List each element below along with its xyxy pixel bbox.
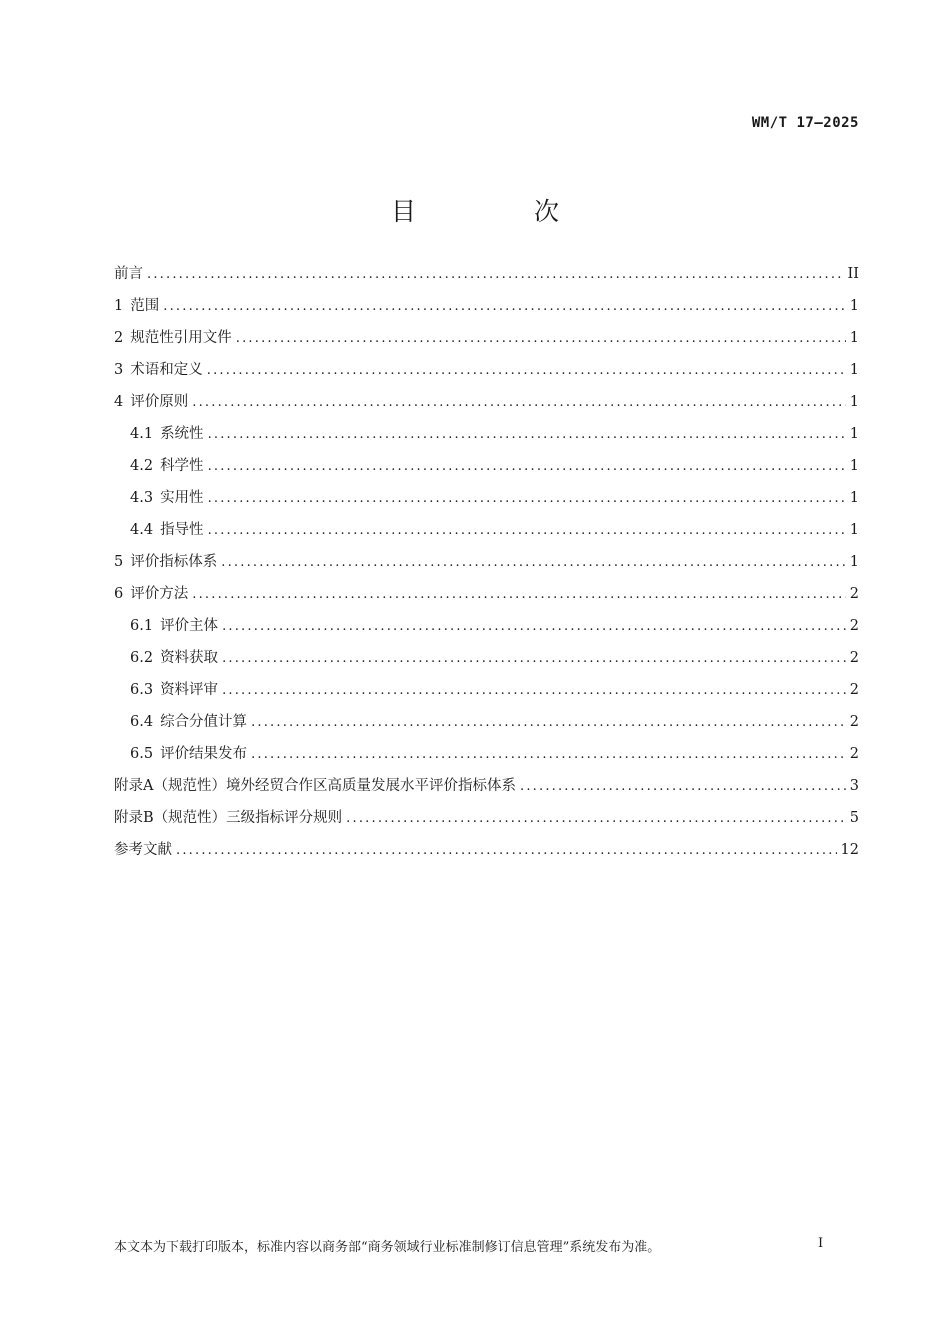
toc-entry-page: 2 [849,618,859,634]
toc-entry[interactable] [114,546,859,578]
dot-leader [251,739,846,771]
toc-entry-label [114,802,346,834]
toc-entry-title: 资料获取 [160,650,219,666]
footer-note: 本文本为下载打印版本，标准内容以商务部“商务领域行业标准制修订信息管理”系统发布为准。 [114,1240,661,1255]
toc-entry-number: 4.3 [130,490,154,506]
toc-entry-page: 1 [849,490,859,506]
dot-leader [147,259,844,291]
toc-entry-number: 6.5 [130,746,154,762]
toc-entry[interactable] [114,258,859,290]
toc-entry-number: 6.3 [130,682,154,698]
toc-entry-title: 附录A（规范性）境外经贸合作区高质量发展水平评价指标体系 [114,778,516,794]
toc-entry-label [114,546,221,578]
toc-entry-page: 2 [849,746,859,762]
toc-entry-label [114,834,176,866]
dot-leader [346,803,846,835]
toc-entry-page: 5 [849,810,859,826]
dot-leader [221,547,846,579]
toc-entry-title: 评价指标体系 [130,554,218,570]
toc-entry-page: 2 [849,682,859,698]
toc-entry-label [130,674,222,706]
toc-entry[interactable] [114,386,859,418]
toc-entry-page: 1 [849,426,859,442]
dot-leader [208,515,846,547]
toc-entry-label [130,642,222,674]
toc-entry-page: 12 [840,842,859,858]
toc-entry-page: 1 [849,330,859,346]
toc-entry[interactable] [114,578,859,610]
dot-leader [222,643,846,675]
table-of-contents [114,258,859,866]
toc-entry-title: 科学性 [160,458,204,474]
toc-entry-title: 系统性 [160,426,204,442]
toc-entry[interactable] [114,514,859,546]
toc-entry[interactable] [114,322,859,354]
dot-leader [207,355,846,387]
toc-entry-title: 指导性 [160,522,204,538]
toc-entry[interactable] [114,674,859,706]
dot-leader [192,387,846,419]
toc-entry-title: 附录B（规范性）三级指标评分规则 [114,810,343,826]
toc-entry-number: 6 [114,586,124,602]
toc-entry-number: 4.4 [130,522,154,538]
toc-entry-title: 评价原则 [130,394,189,410]
dot-leader [208,483,846,515]
toc-entry[interactable] [114,418,859,450]
toc-entry-label [114,386,192,418]
toc-entry-title: 术语和定义 [130,362,203,378]
dot-leader [251,707,846,739]
toc-entry[interactable] [114,802,859,834]
toc-entry-number: 2 [114,330,124,346]
toc-entry[interactable] [114,642,859,674]
toc-entry-number: 4 [114,394,124,410]
toc-entry-title: 评价方法 [130,586,189,602]
toc-entry-page: II [847,266,859,282]
toc-entry[interactable] [114,290,859,322]
toc-entry-page: 1 [849,394,859,410]
toc-entry-label [130,610,222,642]
toc-entry-title: 评价主体 [160,618,219,634]
toc-entry-label [114,258,147,290]
toc-entry-page: 2 [849,714,859,730]
toc-entry-number: 4.2 [130,458,154,474]
toc-entry-title: 实用性 [160,490,204,506]
toc-entry-label [130,514,208,546]
toc-entry[interactable] [114,354,859,386]
toc-entry-label [114,770,520,802]
toc-entry-title: 前言 [114,266,143,282]
toc-entry-label [114,354,207,386]
dot-leader [208,419,846,451]
dot-leader [163,291,846,323]
dot-leader [236,323,846,355]
toc-entry-page: 2 [849,586,859,602]
toc-entry-label [130,418,208,450]
toc-entry-number: 1 [114,298,124,314]
toc-entry-page: 3 [849,778,859,794]
toc-entry-title: 综合分值计算 [160,714,248,730]
toc-entry-number: 6.2 [130,650,154,666]
toc-entry-label [130,706,251,738]
toc-entry[interactable] [114,610,859,642]
toc-entry-title: 规范性引用文件 [130,330,232,346]
toc-entry-number: 5 [114,554,124,570]
dot-leader [208,451,846,483]
toc-entry-number: 6.1 [130,618,154,634]
toc-entry-title: 参考文献 [114,842,172,858]
dot-leader [176,835,837,867]
toc-entry[interactable] [114,706,859,738]
toc-entry-page: 1 [849,554,859,570]
toc-entry-label [130,450,208,482]
document-code: WM/T 17—2025 [751,115,859,131]
toc-entry-page: 1 [849,522,859,538]
toc-entry-label [114,322,236,354]
toc-entry-number: 4.1 [130,426,154,442]
toc-entry[interactable] [114,738,859,770]
toc-entry-title: 评价结果发布 [160,746,248,762]
toc-entry[interactable] [114,770,859,802]
dot-leader [520,771,846,803]
toc-entry[interactable] [114,834,859,866]
dot-leader [222,675,846,707]
toc-entry-page: 1 [849,362,859,378]
page-title: 目 次 [391,197,614,226]
toc-entry[interactable] [114,450,859,482]
toc-entry-label [130,738,251,770]
toc-entry-label [114,290,163,322]
toc-entry-page: 1 [849,458,859,474]
toc-entry[interactable] [114,482,859,514]
page-number: I [818,1236,824,1251]
toc-entry-title: 资料评审 [160,682,219,698]
toc-entry-label [114,578,192,610]
toc-entry-label [130,482,208,514]
toc-entry-page: 1 [849,298,859,314]
toc-entry-page: 2 [849,650,859,666]
dot-leader [192,579,846,611]
toc-entry-title: 范围 [130,298,160,314]
toc-entry-number: 3 [114,362,124,378]
toc-entry-number: 6.4 [130,714,154,730]
dot-leader [222,611,846,643]
